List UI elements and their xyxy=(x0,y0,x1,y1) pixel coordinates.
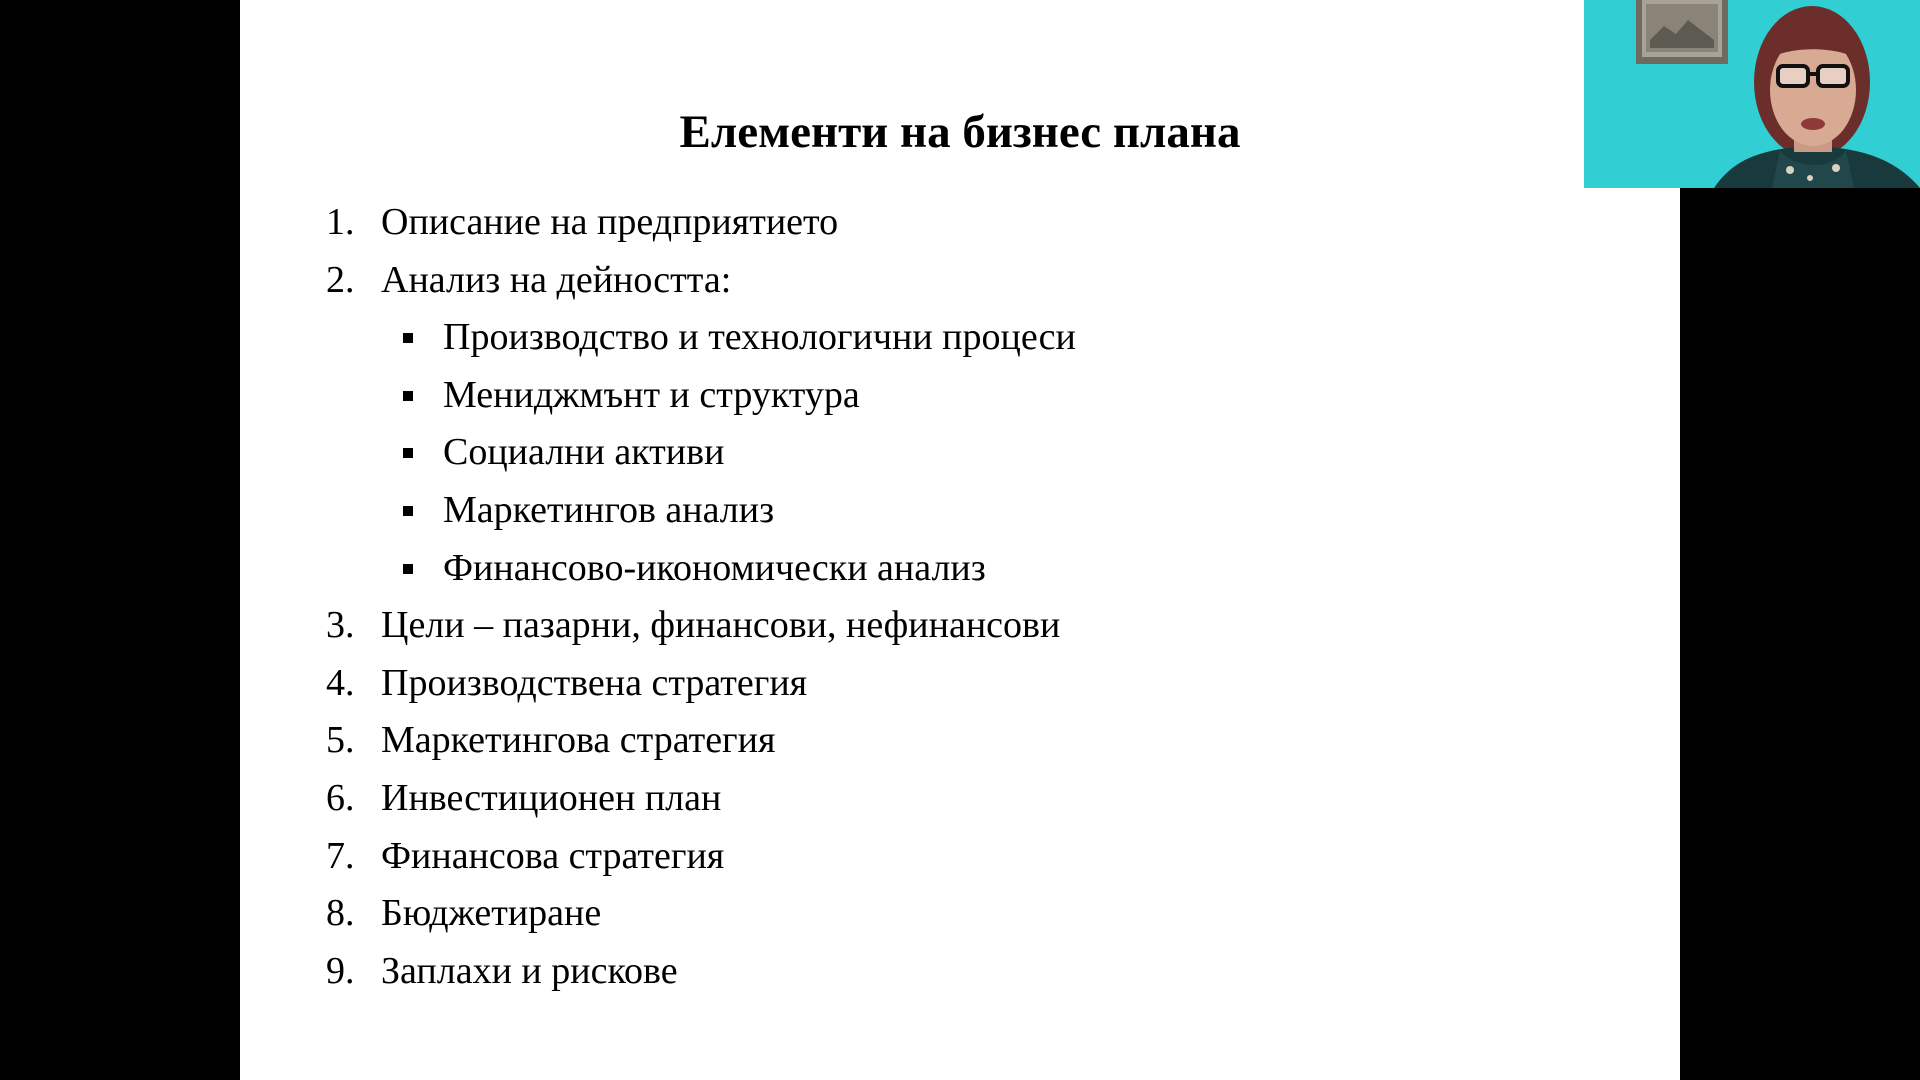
item-number: 8. xyxy=(326,892,355,935)
square-bullet-icon xyxy=(403,391,413,401)
item-number: 7. xyxy=(326,834,355,877)
item-text: Финансова стратегия xyxy=(381,834,725,877)
item-text: Инвестиционен план xyxy=(381,776,722,819)
sub-item-text: Мениджмънт и структура xyxy=(443,373,860,416)
item-number: 6. xyxy=(326,776,355,819)
item-number: 4. xyxy=(326,661,355,704)
square-bullet-icon xyxy=(403,564,413,574)
item-text: Маркетингова стратегия xyxy=(381,719,776,762)
sub-item-text: Производство и технологични процеси xyxy=(443,316,1076,359)
item-text: Цели – пазарни, финансови, нефинансови xyxy=(381,604,1061,647)
sub-item-text: Финансово-икономически анализ xyxy=(443,546,986,589)
item-number: 5. xyxy=(326,719,355,762)
item-number: 2. xyxy=(326,258,355,301)
item-number: 9. xyxy=(326,949,355,992)
sub-item-text: Социални активи xyxy=(443,431,725,474)
item-text: Бюджетиране xyxy=(381,892,602,935)
square-bullet-icon xyxy=(403,333,413,343)
square-bullet-icon xyxy=(403,506,413,516)
webcam-overlay xyxy=(1584,0,1920,188)
sub-item-text: Маркетингов анализ xyxy=(443,488,775,531)
presenter-video xyxy=(1584,0,1920,188)
item-number: 3. xyxy=(326,604,355,647)
item-text: Описание на предприятието xyxy=(381,201,839,243)
item-text: Производствена стратегия xyxy=(381,661,808,704)
square-bullet-icon xyxy=(403,448,413,458)
item-text: Анализ на дейността: xyxy=(381,258,732,301)
item-text: Заплахи и рискове xyxy=(381,949,678,992)
slide-title: Елементи на бизнес плана xyxy=(679,106,1241,158)
item-number: 1. xyxy=(326,201,355,243)
presentation-slide xyxy=(240,0,1680,1080)
